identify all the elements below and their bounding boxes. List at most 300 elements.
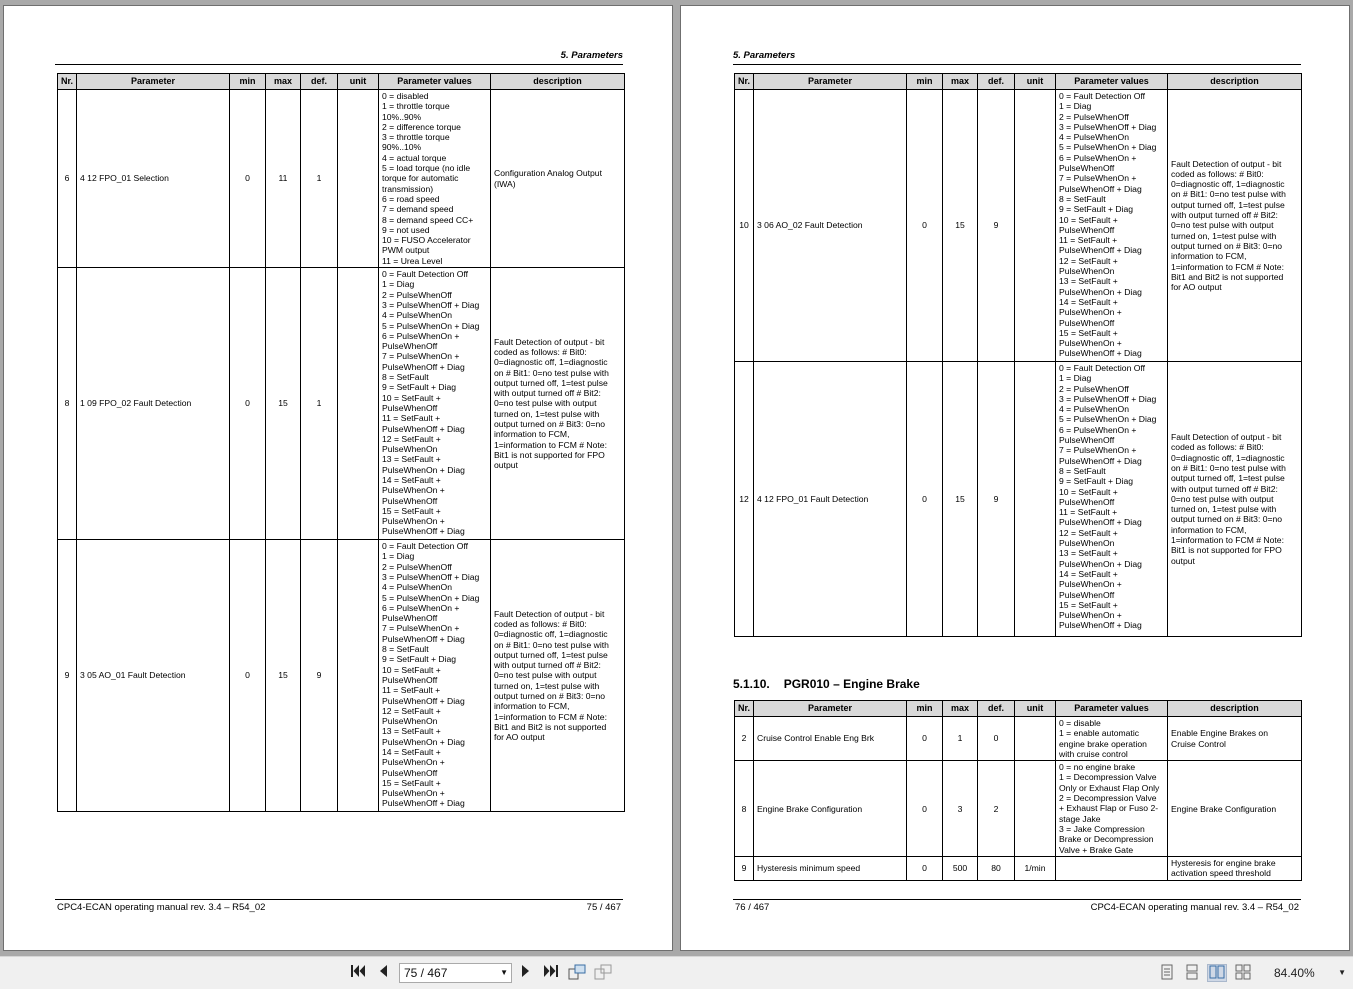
- param-values: [379, 268, 491, 540]
- param-unit: [1015, 362, 1056, 637]
- param-values: [1056, 717, 1168, 761]
- two-page-view-icon[interactable]: [1207, 964, 1227, 982]
- param-value-line: 1 = Diag: [382, 551, 415, 562]
- param-value-line: 1 = Diag: [1059, 373, 1092, 384]
- column-header: max: [943, 701, 978, 717]
- description-line: 0=no test pulse with output: [494, 670, 597, 681]
- param-min: 0: [907, 717, 943, 761]
- param-value-line: 5 = PulseWhenOn + Diag: [382, 592, 480, 603]
- column-header: max: [266, 74, 301, 90]
- param-unit: [1015, 90, 1056, 362]
- param-description: [1168, 90, 1302, 362]
- param-default: 1: [301, 268, 338, 540]
- param-value-line: 1 = throttle torque: [382, 101, 450, 112]
- param-value-line: 3 = PulseWhenOff + Diag: [382, 299, 480, 310]
- page-footer: [733, 899, 1301, 913]
- param-name: 3 05 AO_01 Fault Detection: [77, 540, 230, 812]
- footer-page-number: 75 / 467: [586, 902, 621, 913]
- param-default: 9: [978, 90, 1015, 362]
- param-value-line: PulseWhenOff: [382, 613, 438, 624]
- param-default: 9: [978, 362, 1015, 637]
- param-value-line: 13 = SetFault +: [1059, 548, 1118, 559]
- description-line: coded as follows: # Bit0:: [1171, 442, 1264, 453]
- page-header: 5. Parameters: [55, 50, 623, 65]
- param-value-line: PulseWhenOff + Diag: [1059, 183, 1142, 194]
- param-value-line: PulseWhenOn +: [1059, 338, 1122, 349]
- description-line: Bit1 is not supported for FPO: [494, 449, 605, 460]
- param-default: 9: [301, 540, 338, 812]
- page-76: [680, 5, 1350, 951]
- param-value-line: 4 = PulseWhenOn: [382, 582, 452, 593]
- param-value-line: 2 = PulseWhenOff: [382, 289, 452, 300]
- param-value-line: PulseWhenOn +: [382, 516, 445, 527]
- param-value-line: PulseWhenOn +: [1059, 610, 1122, 621]
- param-value-line: 14 = SetFault +: [382, 474, 441, 485]
- param-max: 15: [943, 90, 978, 362]
- param-unit: [338, 268, 379, 540]
- description-line: coded as follows: # Bit0:: [494, 346, 587, 357]
- param-value-line: 11 = Urea Level: [382, 255, 443, 266]
- param-value-line: 9 = SetFault + Diag: [1059, 204, 1134, 215]
- param-value-line: 8 = demand speed CC+: [382, 214, 474, 225]
- description-line: turned on, 1=test pulse with: [494, 680, 600, 691]
- param-description: [491, 540, 625, 812]
- table-row: [58, 268, 625, 540]
- param-value-line: PulseWhenOff: [1059, 317, 1115, 328]
- param-unit: [338, 90, 379, 268]
- single-page-view-icon[interactable]: [1157, 964, 1177, 982]
- param-value-line: 9 = SetFault + Diag: [1059, 476, 1134, 487]
- description-line: Fault Detection of output - bit: [1171, 158, 1282, 169]
- param-values: [1056, 90, 1168, 362]
- column-header: unit: [1015, 74, 1056, 90]
- description-line: information to FCM,: [494, 701, 570, 712]
- param-values: [1056, 362, 1168, 637]
- param-value-line: 3 = PulseWhenOff + Diag: [1059, 393, 1157, 404]
- param-value-line: PulseWhenOn + Diag: [1059, 558, 1142, 569]
- param-default: 0: [978, 717, 1015, 761]
- footer-manual-title: CPC4-ECAN operating manual rev. 3.4 – R54_02: [57, 902, 266, 913]
- section-number: 5.1.10.: [733, 677, 770, 691]
- description-line: for AO output: [494, 732, 545, 743]
- param-value-line: engine brake operation: [1059, 738, 1147, 749]
- param-value-line: 6 = road speed: [382, 193, 440, 204]
- param-value-line: 10 = SetFault +: [1059, 214, 1118, 225]
- param-value-line: 10 = SetFault +: [382, 664, 441, 675]
- param-unit: 1/min: [1015, 857, 1056, 881]
- description-line: (IWA): [494, 178, 516, 189]
- column-header: description: [491, 74, 625, 90]
- param-value-line: 2 = Decompression Valve: [1059, 793, 1157, 804]
- param-value-line: 8 = SetFault: [1059, 465, 1106, 476]
- table-row: [58, 90, 625, 268]
- param-value-line: 4 = PulseWhenOn: [1059, 132, 1129, 143]
- param-max: 15: [943, 362, 978, 637]
- description-line: information to FCM,: [1171, 251, 1247, 262]
- description-line: turned on, 1=test pulse with: [494, 408, 600, 419]
- param-max: 500: [943, 857, 978, 881]
- param-number: 9: [735, 857, 754, 881]
- description-line: 0=diagnostic off, 1=diagnostic: [494, 629, 608, 640]
- param-value-line: 5 = load torque (no idle: [382, 163, 471, 174]
- param-value-line: 0 = disabled: [382, 91, 429, 101]
- param-value-line: 4 = PulseWhenOn: [382, 310, 452, 321]
- param-min: 0: [907, 90, 943, 362]
- param-values: [1056, 761, 1168, 857]
- param-description: [491, 268, 625, 540]
- page-footer: [55, 899, 623, 913]
- table-row: [735, 90, 1302, 362]
- param-value-line: 0 = Fault Detection Off: [382, 269, 469, 280]
- param-value-line: PulseWhenOff + Diag: [382, 798, 465, 809]
- param-value-line: 15 = SetFault +: [382, 505, 441, 516]
- param-name: Hysteresis minimum speed: [754, 857, 907, 881]
- param-value-line: 8 = SetFault: [382, 372, 429, 383]
- param-unit: [1015, 761, 1056, 857]
- param-value-line: Brake or Decompression: [1059, 834, 1154, 845]
- param-number: 9: [58, 540, 77, 812]
- param-name: 3 06 AO_02 Fault Detection: [754, 90, 907, 362]
- param-value-line: 8 = SetFault: [382, 644, 429, 655]
- page-number-value: 75 / 467: [404, 966, 448, 980]
- table-row: [735, 362, 1302, 637]
- param-value-line: 6 = PulseWhenOn +: [382, 330, 460, 341]
- param-value-line: transmission): [382, 183, 434, 194]
- param-value-line: 10 = FUSO Accelerator: [382, 235, 471, 246]
- param-value-line: 7 = PulseWhenOn +: [1059, 173, 1137, 184]
- column-header: min: [907, 74, 943, 90]
- param-value-line: 14 = SetFault +: [1059, 568, 1118, 579]
- param-value-line: PulseWhenOn + Diag: [1059, 286, 1142, 297]
- description-line: 1=information to FCM # Note:: [1171, 261, 1284, 272]
- param-value-line: PulseWhenOn + Diag: [382, 464, 465, 475]
- description-line: on # Bit1: 0=no test pulse with: [494, 639, 609, 650]
- param-name: 4 12 FPO_01 Selection: [77, 90, 230, 268]
- param-value-line: PulseWhenOff: [382, 402, 438, 413]
- param-value-line: PulseWhenOff: [382, 341, 438, 352]
- param-value-line: 11 = SetFault +: [1059, 235, 1118, 246]
- param-value-line: 1 = Diag: [1059, 101, 1092, 112]
- param-number: 6: [58, 90, 77, 268]
- column-header: Nr.: [58, 74, 77, 90]
- column-header: min: [230, 74, 266, 90]
- param-value-line: 8 = SetFault: [1059, 193, 1106, 204]
- param-value-line: 13 = SetFault +: [382, 726, 441, 737]
- param-value-line: PulseWhenOn +: [1059, 307, 1122, 318]
- description-line: with output turned off # Bit2:: [1171, 483, 1278, 494]
- description-line: output turned on # Bit3: 0=no: [1171, 514, 1283, 525]
- param-min: 0: [230, 540, 266, 812]
- param-value-line: PulseWhenOff + Diag: [382, 423, 465, 434]
- param-value-line: Only or Exhaust Flap Only: [1059, 782, 1160, 793]
- param-value-line: 5 = PulseWhenOn + Diag: [1059, 142, 1157, 153]
- param-name: Engine Brake Configuration: [754, 761, 907, 857]
- column-header: def.: [978, 701, 1015, 717]
- param-max: 15: [266, 268, 301, 540]
- param-value-line: 4 = actual torque: [382, 152, 447, 163]
- param-value-line: 11 = SetFault +: [382, 685, 441, 696]
- column-header: min: [907, 701, 943, 717]
- description-line: Engine Brake Configuration: [1171, 803, 1277, 814]
- column-header: Parameter: [754, 701, 907, 717]
- continuous-view-icon[interactable]: [1182, 964, 1202, 982]
- param-value-line: 7 = PulseWhenOn +: [1059, 445, 1137, 456]
- description-line: with output turned off # Bit2:: [1171, 210, 1278, 221]
- footer-manual-title: CPC4-ECAN operating manual rev. 3.4 – R54_02: [1090, 902, 1299, 913]
- param-values: [379, 540, 491, 812]
- param-value-line: 15 = SetFault +: [1059, 327, 1118, 338]
- description-line: coded as follows: # Bit0:: [1171, 168, 1264, 179]
- param-value-line: torque for automatic: [382, 173, 459, 184]
- last-page-icon[interactable]: [541, 964, 561, 982]
- column-header: Parameter values: [1056, 74, 1168, 90]
- description-line: 0=diagnostic off, 1=diagnostic: [1171, 452, 1285, 463]
- param-value-line: 4 = PulseWhenOn: [1059, 404, 1129, 415]
- param-value-line: 2 = PulseWhenOff: [382, 561, 452, 572]
- param-value-line: PulseWhenOff: [382, 767, 438, 778]
- param-name: 4 12 FPO_01 Fault Detection: [754, 362, 907, 637]
- param-unit: [1015, 717, 1056, 761]
- param-value-line: PulseWhenOn: [1059, 266, 1115, 277]
- param-value-line: 12 = SetFault +: [1059, 527, 1118, 538]
- description-line: Fault Detection of output - bit: [1171, 432, 1282, 443]
- column-header: Nr.: [735, 701, 754, 717]
- description-line: 0=diagnostic off, 1=diagnostic: [494, 357, 608, 368]
- column-header: def.: [978, 74, 1015, 90]
- param-value-line: PulseWhenOff + Diag: [382, 526, 465, 537]
- column-header: Parameter values: [1056, 701, 1168, 717]
- param-number: 10: [735, 90, 754, 362]
- navigation-toolbar: [0, 956, 1353, 989]
- table-header-row: [58, 74, 625, 90]
- param-value-line: 0 = Fault Detection Off: [1059, 91, 1146, 101]
- previous-page-icon[interactable]: [373, 964, 393, 982]
- param-max: 1: [943, 717, 978, 761]
- description-line: 1=information to FCM # Note:: [494, 439, 607, 450]
- description-line: activation speed threshold: [1171, 868, 1271, 879]
- param-value-line: 12 = SetFault +: [382, 433, 441, 444]
- param-max: 11: [266, 90, 301, 268]
- param-value-line: PulseWhenOff + Diag: [382, 695, 465, 706]
- column-header: def.: [301, 74, 338, 90]
- param-value-line: 10 = SetFault +: [382, 392, 441, 403]
- param-value-line: 6 = PulseWhenOn +: [1059, 152, 1137, 163]
- param-value-line: 0 = no engine brake: [1059, 762, 1136, 773]
- description-line: Cruise Control: [1171, 738, 1226, 749]
- column-header: Parameter: [77, 74, 230, 90]
- param-value-line: PulseWhenOn: [1059, 538, 1115, 549]
- param-value-line: PulseWhenOff + Diag: [382, 361, 465, 372]
- param-value-line: 1 = enable automatic: [1059, 728, 1140, 739]
- param-default: 1: [301, 90, 338, 268]
- param-value-line: PulseWhenOn +: [382, 485, 445, 496]
- param-max: 3: [943, 761, 978, 857]
- param-value-line: PWM output: [382, 245, 430, 256]
- page-number-select[interactable]: [399, 963, 512, 983]
- description-line: with output turned off # Bit2:: [494, 388, 601, 399]
- param-value-line: 9 = SetFault + Diag: [382, 654, 457, 665]
- param-description: [1168, 857, 1302, 881]
- param-value-line: 2 = PulseWhenOff: [1059, 111, 1129, 122]
- param-value-line: PulseWhenOff: [382, 495, 438, 506]
- two-page-continuous-view-icon[interactable]: [1233, 964, 1253, 982]
- param-value-line: 0 = Fault Detection Off: [1059, 363, 1146, 373]
- description-line: 0=no test pulse with output: [1171, 220, 1274, 231]
- param-value-line: PulseWhenOff: [1059, 224, 1115, 235]
- description-line: on # Bit1: 0=no test pulse with: [1171, 189, 1286, 200]
- description-line: output turned off, 1=test pulse: [1171, 473, 1285, 484]
- param-value-line: PulseWhenOff + Diag: [1059, 348, 1142, 359]
- param-value-line: 6 = PulseWhenOn +: [382, 602, 460, 613]
- description-line: 1=information to FCM # Note:: [1171, 535, 1284, 546]
- param-description: [1168, 362, 1302, 637]
- description-line: output turned off, 1=test pulse: [1171, 199, 1285, 210]
- param-value-line: 7 = PulseWhenOn +: [382, 623, 460, 634]
- table-header-row: [735, 74, 1302, 90]
- footer-page-number: 76 / 467: [735, 902, 770, 913]
- param-value-line: 14 = SetFault +: [1059, 296, 1118, 307]
- param-default: 2: [978, 761, 1015, 857]
- description-line: output turned on # Bit3: 0=no: [1171, 240, 1283, 251]
- param-value-line: 14 = SetFault +: [382, 746, 441, 757]
- param-number: 8: [58, 268, 77, 540]
- description-line: 1=information to FCM # Note:: [494, 711, 607, 722]
- description-line: with output turned off # Bit2:: [494, 660, 601, 671]
- param-name: Cruise Control Enable Eng Brk: [754, 717, 907, 761]
- parameter-table: [734, 73, 1302, 637]
- param-value-line: 0 = Fault Detection Off: [382, 541, 469, 552]
- column-header: unit: [338, 74, 379, 90]
- column-header: description: [1168, 74, 1302, 90]
- description-line: for AO output: [1171, 282, 1222, 293]
- description-line: 0=diagnostic off, 1=diagnostic: [1171, 179, 1285, 190]
- param-value-line: 90%..10%: [382, 142, 422, 153]
- param-value-line: PulseWhenOn +: [382, 788, 445, 799]
- param-min: 0: [230, 268, 266, 540]
- description-line: turned on, 1=test pulse with: [1171, 230, 1277, 241]
- param-value-line: PulseWhenOn: [382, 716, 438, 727]
- param-value-line: 1 = Diag: [382, 279, 415, 290]
- description-line: output: [494, 460, 518, 471]
- param-value-line: PulseWhenOff + Diag: [1059, 517, 1142, 528]
- zoom-select[interactable]: [1264, 963, 1353, 983]
- zoom-value: 84.40%: [1274, 966, 1315, 980]
- param-value-line: 3 = PulseWhenOff + Diag: [382, 571, 480, 582]
- param-description: [1168, 717, 1302, 761]
- param-value-line: PulseWhenOff: [1059, 496, 1115, 507]
- table-row: [735, 857, 1302, 881]
- param-value-line: 6 = PulseWhenOn +: [1059, 424, 1137, 435]
- param-value-line: 3 = PulseWhenOff + Diag: [1059, 121, 1157, 132]
- description-line: output turned on # Bit3: 0=no: [494, 690, 606, 701]
- engine-brake-table: [734, 700, 1302, 881]
- description-line: output turned off, 1=test pulse: [494, 649, 608, 660]
- param-value-line: 9 = SetFault + Diag: [382, 382, 457, 393]
- first-page-icon[interactable]: [348, 964, 368, 982]
- param-value-line: PulseWhenOn: [382, 444, 438, 455]
- description-line: on # Bit1: 0=no test pulse with: [494, 367, 609, 378]
- next-page-icon[interactable]: [516, 964, 536, 982]
- param-value-line: 2 = PulseWhenOff: [1059, 383, 1129, 394]
- param-number: 8: [735, 761, 754, 857]
- param-value-line: 12 = SetFault +: [1059, 255, 1118, 266]
- description-line: turned on, 1=test pulse with: [1171, 504, 1277, 515]
- param-description: [1168, 761, 1302, 857]
- description-line: output: [1171, 555, 1195, 566]
- param-value-line: Valve + Brake Gate: [1059, 844, 1134, 855]
- param-name: 1 09 FPO_02 Fault Detection: [77, 268, 230, 540]
- param-value-line: 13 = SetFault +: [382, 454, 441, 465]
- description-line: 0=no test pulse with output: [1171, 493, 1274, 504]
- column-header: Parameter values: [379, 74, 491, 90]
- description-line: Bit1 and Bit2 is not supported: [494, 721, 607, 732]
- page-header: 5. Parameters: [733, 50, 1301, 65]
- description-line: Bit1 and Bit2 is not supported: [1171, 271, 1284, 282]
- description-line: Fault Detection of output - bit: [494, 608, 605, 619]
- rotate-view-icon[interactable]: [567, 964, 587, 982]
- chevron-down-icon[interactable]: ▼: [500, 968, 508, 977]
- column-header: description: [1168, 701, 1302, 717]
- param-value-line: 1 = Decompression Valve: [1059, 772, 1157, 783]
- param-value-line: 7 = PulseWhenOn +: [382, 351, 460, 362]
- param-value-line: PulseWhenOff + Diag: [1059, 620, 1142, 631]
- param-value-line: PulseWhenOff: [382, 674, 438, 685]
- param-value-line: PulseWhenOn + Diag: [382, 736, 465, 747]
- column-header: max: [943, 74, 978, 90]
- param-value-line: stage Jake: [1059, 813, 1101, 824]
- fit-page-icon[interactable]: [593, 964, 613, 982]
- section-title: PGR010 – Engine Brake: [783, 677, 920, 691]
- description-line: Fault Detection of output - bit: [494, 336, 605, 347]
- param-min: 0: [907, 761, 943, 857]
- param-value-line: 2 = difference torque: [382, 121, 461, 132]
- column-header: unit: [1015, 701, 1056, 717]
- param-value-line: PulseWhenOn +: [1059, 579, 1122, 590]
- param-value-line: PulseWhenOff + Diag: [1059, 245, 1142, 256]
- chevron-down-icon[interactable]: ▼: [1338, 968, 1346, 977]
- param-description: [491, 90, 625, 268]
- param-value-line: 9 = not used: [382, 224, 430, 235]
- param-value-line: 10%..90%: [382, 111, 422, 122]
- param-value-line: 5 = PulseWhenOn + Diag: [1059, 414, 1157, 425]
- param-value-line: 0 = disable: [1059, 718, 1101, 728]
- description-line: output turned on # Bit3: 0=no: [494, 418, 606, 429]
- description-line: information to FCM,: [1171, 524, 1247, 535]
- param-values: [379, 90, 491, 268]
- param-max: 15: [266, 540, 301, 812]
- param-value-line: 12 = SetFault +: [382, 705, 441, 716]
- column-header: Parameter: [754, 74, 907, 90]
- param-value-line: PulseWhenOff + Diag: [1059, 455, 1142, 466]
- page-75: [3, 5, 673, 951]
- param-value-line: 7 = demand speed: [382, 204, 454, 215]
- param-value-line: PulseWhenOn +: [382, 757, 445, 768]
- param-min: 0: [230, 90, 266, 268]
- description-line: 0=no test pulse with output: [494, 398, 597, 409]
- section-heading: [733, 677, 920, 691]
- param-value-line: 13 = SetFault +: [1059, 276, 1118, 287]
- param-value-line: 11 = SetFault +: [382, 413, 441, 424]
- param-value-line: PulseWhenOff + Diag: [382, 633, 465, 644]
- param-value-line: 10 = SetFault +: [1059, 486, 1118, 497]
- description-line: coded as follows: # Bit0:: [494, 618, 587, 629]
- description-line: Configuration Analog Output: [494, 168, 602, 179]
- param-min: 0: [907, 362, 943, 637]
- param-value-line: PulseWhenOff: [1059, 589, 1115, 600]
- description-line: information to FCM,: [494, 429, 570, 440]
- table-row: [58, 540, 625, 812]
- param-value-line: 15 = SetFault +: [382, 777, 441, 788]
